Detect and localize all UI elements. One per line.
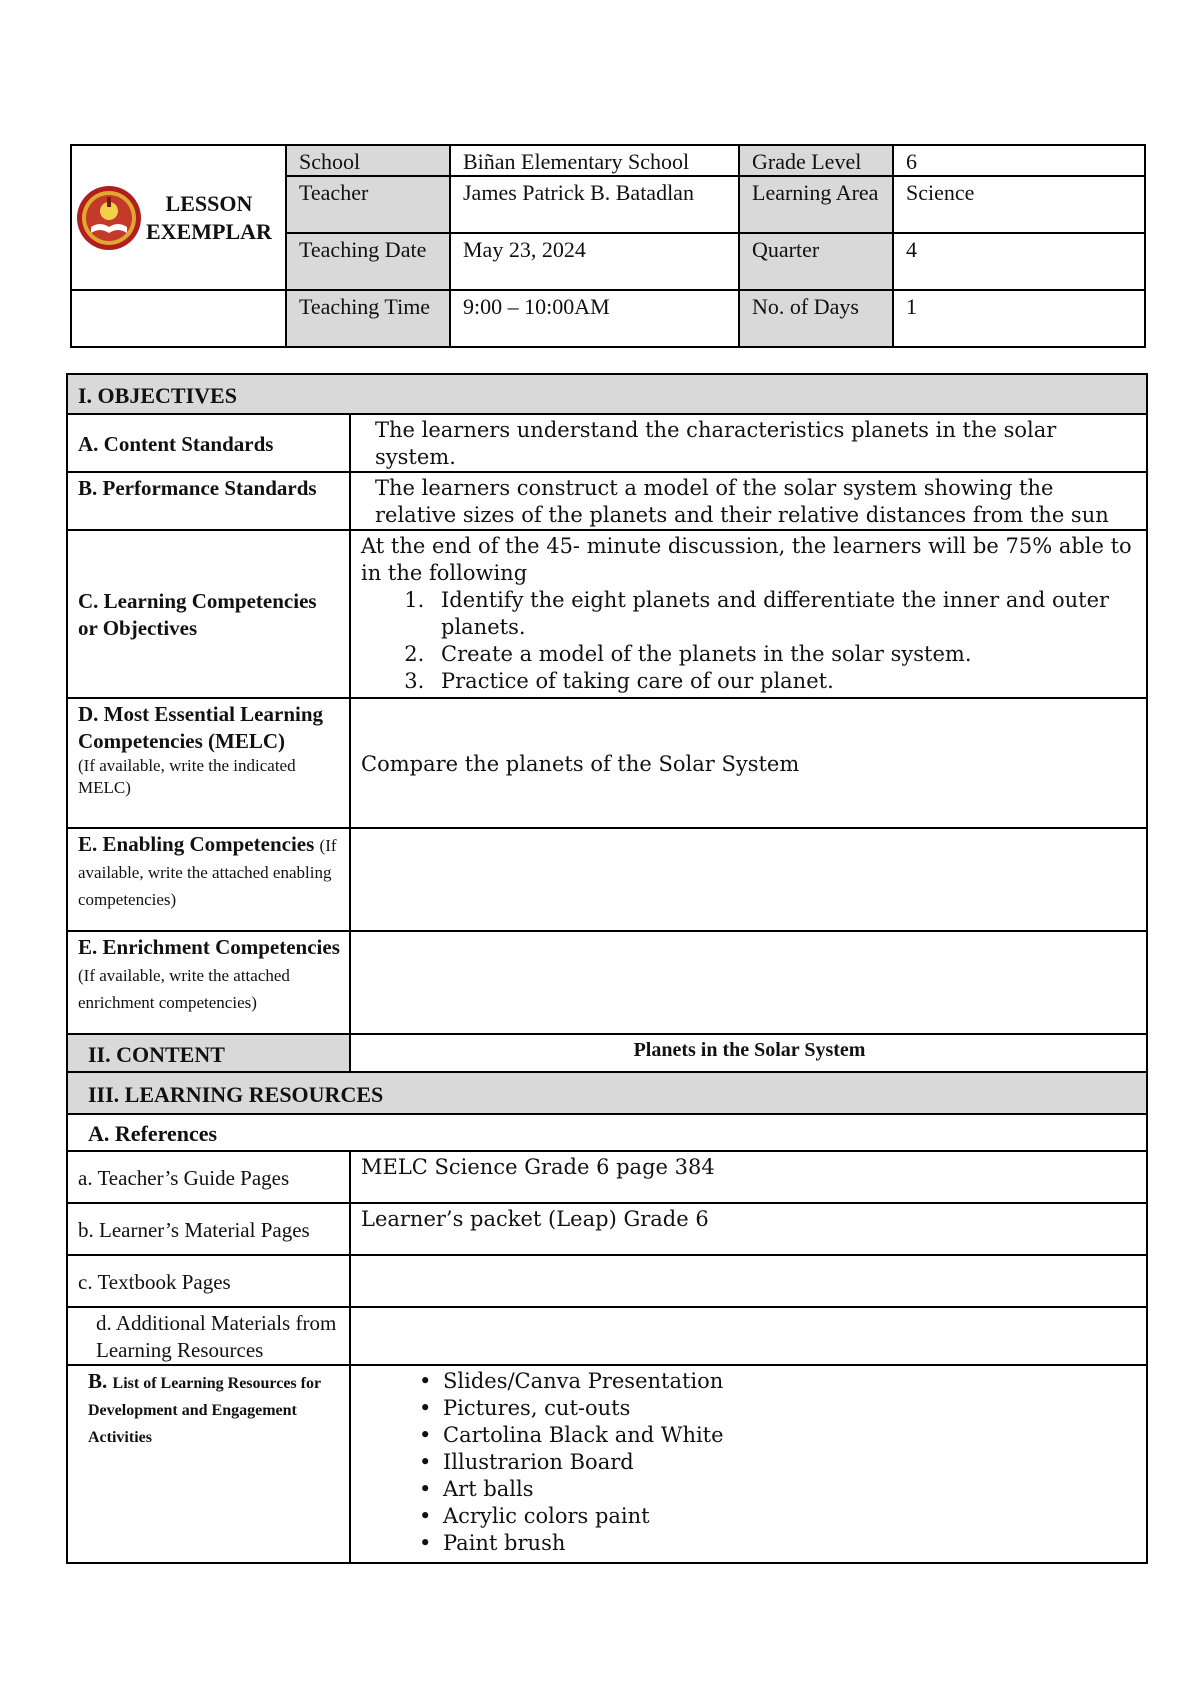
resources-list-label: List of Learning Resources for Development and Engagement Activities: [88, 1375, 321, 1446]
quarter-label: Quarter: [739, 233, 893, 290]
textbook-value: [350, 1255, 1147, 1307]
learners-material-label: b. Learner’s Material Pages: [67, 1203, 350, 1255]
resources-list: [361, 1368, 1138, 1557]
school-label: School: [286, 145, 450, 176]
school-seal-logo: [76, 185, 142, 251]
list-item: • Pictures, cut-outs: [419, 1395, 1138, 1422]
melc-label-cell: [67, 698, 350, 828]
performance-standards-label: B. Performance Standards: [67, 472, 350, 530]
enrichment-note: (If available, write the attached enrichment competencies): [78, 966, 290, 1012]
list-item: • Illustrarion Board: [419, 1449, 1138, 1476]
content-value: Planets in the Solar System: [350, 1034, 1147, 1072]
list-item: • Art balls: [419, 1476, 1138, 1503]
content-standards-label: A. Content Standards: [67, 414, 350, 472]
school-value: Biñan Elementary School: [450, 145, 739, 176]
teaching-time-value: 9:00 – 10:00AM: [450, 290, 739, 347]
learning-competencies-label: C. Learning Competencies or Objectives: [67, 530, 350, 698]
melc-value: Compare the planets of the Solar System: [350, 698, 1147, 828]
grade-level-label: Grade Level: [739, 145, 893, 176]
teachers-guide-value: MELC Science Grade 6 page 384: [350, 1151, 1147, 1203]
list-item: 2. Create a model of the planets in the solar system.: [431, 641, 1138, 668]
teachers-guide-label: a. Teacher’s Guide Pages: [67, 1151, 350, 1203]
learning-area-label: Learning Area: [739, 176, 893, 233]
teaching-date-value: May 23, 2024: [450, 233, 739, 290]
enrichment-value: [350, 931, 1147, 1034]
competencies-list: [361, 587, 1138, 695]
objectives-heading: I. OBJECTIVES: [67, 374, 1147, 414]
no-of-days-label: No. of Days: [739, 290, 893, 347]
additional-materials-label: d. Additional Materials from Learning Resources: [67, 1307, 350, 1365]
list-item: 1. Identify the eight planets and differentiate the inner and outer planets.: [431, 587, 1138, 641]
resources-list-value: [350, 1365, 1147, 1563]
enabling-value: [350, 828, 1147, 931]
list-item: 3. Practice of taking care of our planet.: [431, 668, 1138, 695]
competencies-intro: At the end of the 45- minute discussion, the learners will be 75% able to in the following: [361, 534, 1132, 585]
learning-competencies-value: [350, 530, 1147, 698]
melc-note: (If available, write the indicated MELC): [78, 756, 296, 797]
list-item: • Paint brush: [419, 1530, 1138, 1557]
empty-cell: [71, 290, 286, 347]
list-item: • Acrylic colors paint: [419, 1503, 1138, 1530]
enabling-label: E. Enabling Competencies: [78, 832, 315, 856]
learning-area-value: Science: [893, 176, 1145, 233]
no-of-days-value: 1: [893, 290, 1145, 347]
content-standards-value: The learners understand the characteristics planets in the solar system.: [350, 414, 1147, 472]
list-item: • Cartolina Black and White: [419, 1422, 1138, 1449]
enabling-note: (If available, write the attached enabling competencies): [78, 836, 337, 909]
lesson-exemplar-title: LESSON EXEMPLAR: [146, 190, 272, 244]
teacher-value: James Patrick B. Batadlan: [450, 176, 739, 233]
teacher-label: Teacher: [286, 176, 450, 233]
logo-title-cell: [71, 145, 286, 290]
learning-resources-heading: III. LEARNING RESOURCES: [67, 1072, 1147, 1114]
teaching-time-label: Teaching Time: [286, 290, 450, 347]
textbook-label: c. Textbook Pages: [67, 1255, 350, 1307]
header-table: [70, 144, 1146, 348]
content-heading: II. CONTENT: [67, 1034, 350, 1072]
lesson-plan-table: [66, 373, 1148, 1564]
melc-label: D. Most Essential Learning Competencies (MELC): [78, 702, 324, 753]
enrichment-label-cell: [67, 931, 350, 1034]
resources-list-label-cell: [67, 1365, 350, 1563]
learners-material-value: Learner’s packet (Leap) Grade 6: [350, 1203, 1147, 1255]
resources-list-letter: B.: [88, 1369, 108, 1393]
quarter-value: 4: [893, 233, 1145, 290]
references-label: A. References: [67, 1114, 1147, 1151]
teaching-date-label: Teaching Date: [286, 233, 450, 290]
additional-materials-value: [350, 1307, 1147, 1365]
grade-level-value: 6: [893, 145, 1145, 176]
list-item: • Slides/Canva Presentation: [419, 1368, 1138, 1395]
performance-standards-value: The learners construct a model of the solar system showing the relative sizes of the planets and their relative distances from the sun: [350, 472, 1147, 530]
enabling-label-cell: [67, 828, 350, 931]
enrichment-label: E. Enrichment Competencies: [78, 935, 340, 959]
